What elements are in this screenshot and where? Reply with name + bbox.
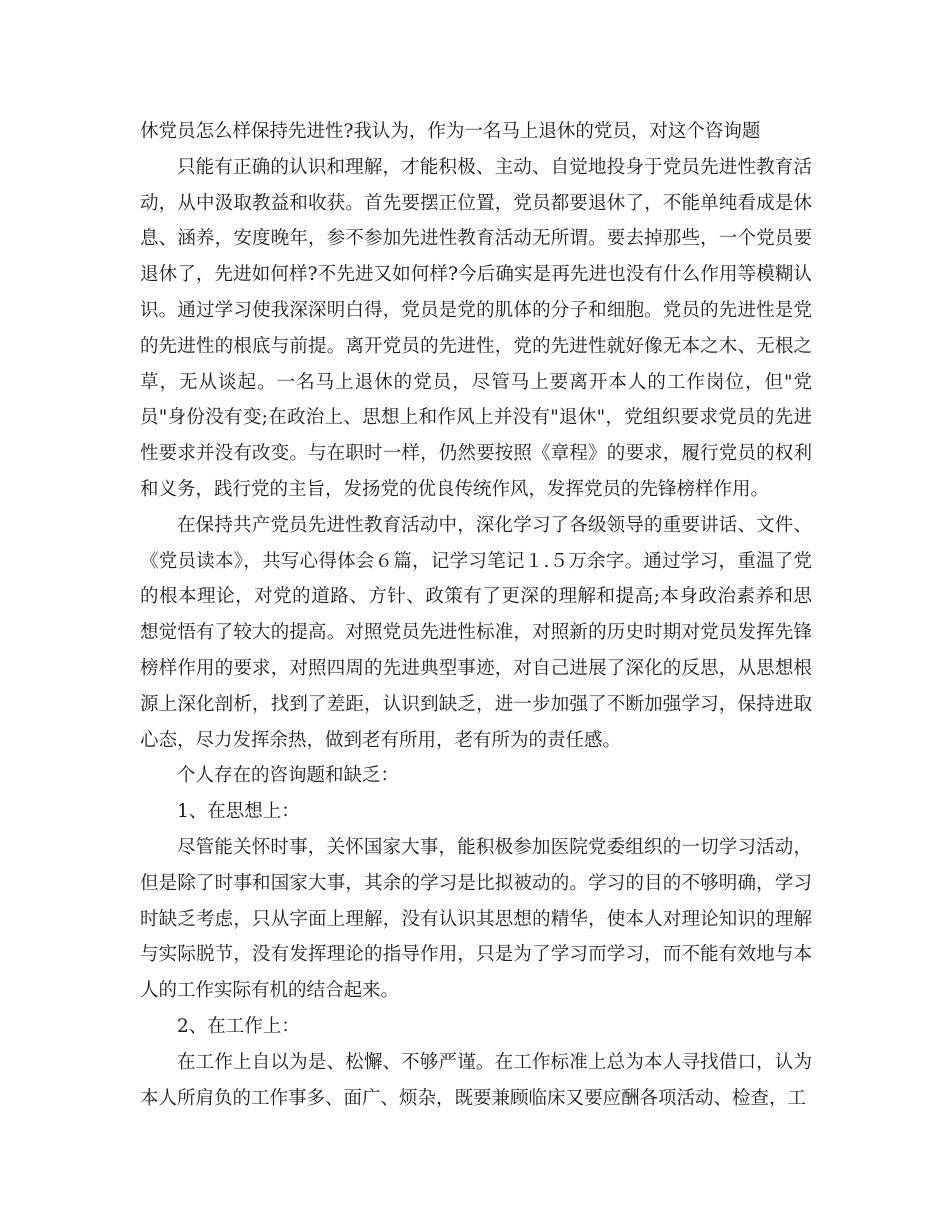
document-body xyxy=(140,114,812,1116)
section-heading-problems: 个人存在的咨询题和缺乏： xyxy=(177,765,400,787)
section-heading-work: 2、在工作上： xyxy=(177,1015,300,1037)
paragraph-thought: 尽管能关怀时事，关怀国家大事，能积极参加医院党委组织的一切学习活动，但是除了时事和国家大事，其余的学习是比拟被动的。学习的目的不够明确，学习时缺乏考虑，只从字面上理解，没有认识其思想的精华，使本人对理论知识的理解与实际脱节，没有发挥理论的指导作用，只是为了学习而学习，而不能有效地与本人的工作实际有机的结合起来。 xyxy=(140,836,812,1002)
paragraph-1: 休党员怎么样保持先进性?我认为，作为一名马上退休的党员，对这个咨询题 xyxy=(140,121,761,142)
paragraph-work: 在工作上自以为是、松懈、不够严谨。在工作标准上总为本人寻找借口，认为本人所肩负的工作事多、面广、烦杂，既要兼顾临床又要应酬各项活动、检查，工 xyxy=(140,1051,812,1109)
paragraph-2: 只能有正确的认识和理解，才能积极、主动、自觉地投身于党员先进性教育活动，从中汲取教益和收获。首先要摆正位置，党员都要退休了，不能单纯看成是休息、涵养，安度晚年，参不参加先进性教育活动无所谓。要去掉那些，一个党员要退休了，先进如何样?不先进又如何样?今后确实是再先进也没有什么作用等模糊认识。通过学习使我深深明白得，党员是党的肌体的分子和细胞。党员的先进性是党的先进性的根底与前提。离开党员的先进性，党的先进性就好像无本之木、无根之草，无从谈起。一名马上退休的党员，尽管马上要离开本人的工作岗位，但"党员"身份没有变;在政治上、思想上和作风上并没有"退休"，党组织要求党员的先进性要求并没有改变。与在职时一样，仍然要按照《章程》的要求，履行党员的权利和义务，践行党的主旨，发扬党的优良传统作风，发挥党员的先锋榜样作用。 xyxy=(140,156,812,500)
section-heading-thought: 1、在思想上： xyxy=(177,801,300,823)
paragraph-3: 在保持共产党员先进性教育活动中，深化学习了各级领导的重要讲话、文件、《党员读本》，共写心得体会６篇，记学习笔记１.５万余字。通过学习，重温了党的根本理论，对党的道路、方针、政策有了更深的理解和提高;本身政治素养和思想觉悟有了较大的提高。对照党员先进性标准，对照新的历史时期对党员发挥先锋榜样作用的要求，对照四周的先进典型事迹，对自己进展了深化的反思，从思想根源上深化剖析，找到了差距，认识到缺乏，进一步加强了不断加强学习，保持进取心态，尽力发挥余热，做到老有所用，老有所为的责任感。 xyxy=(140,514,812,751)
